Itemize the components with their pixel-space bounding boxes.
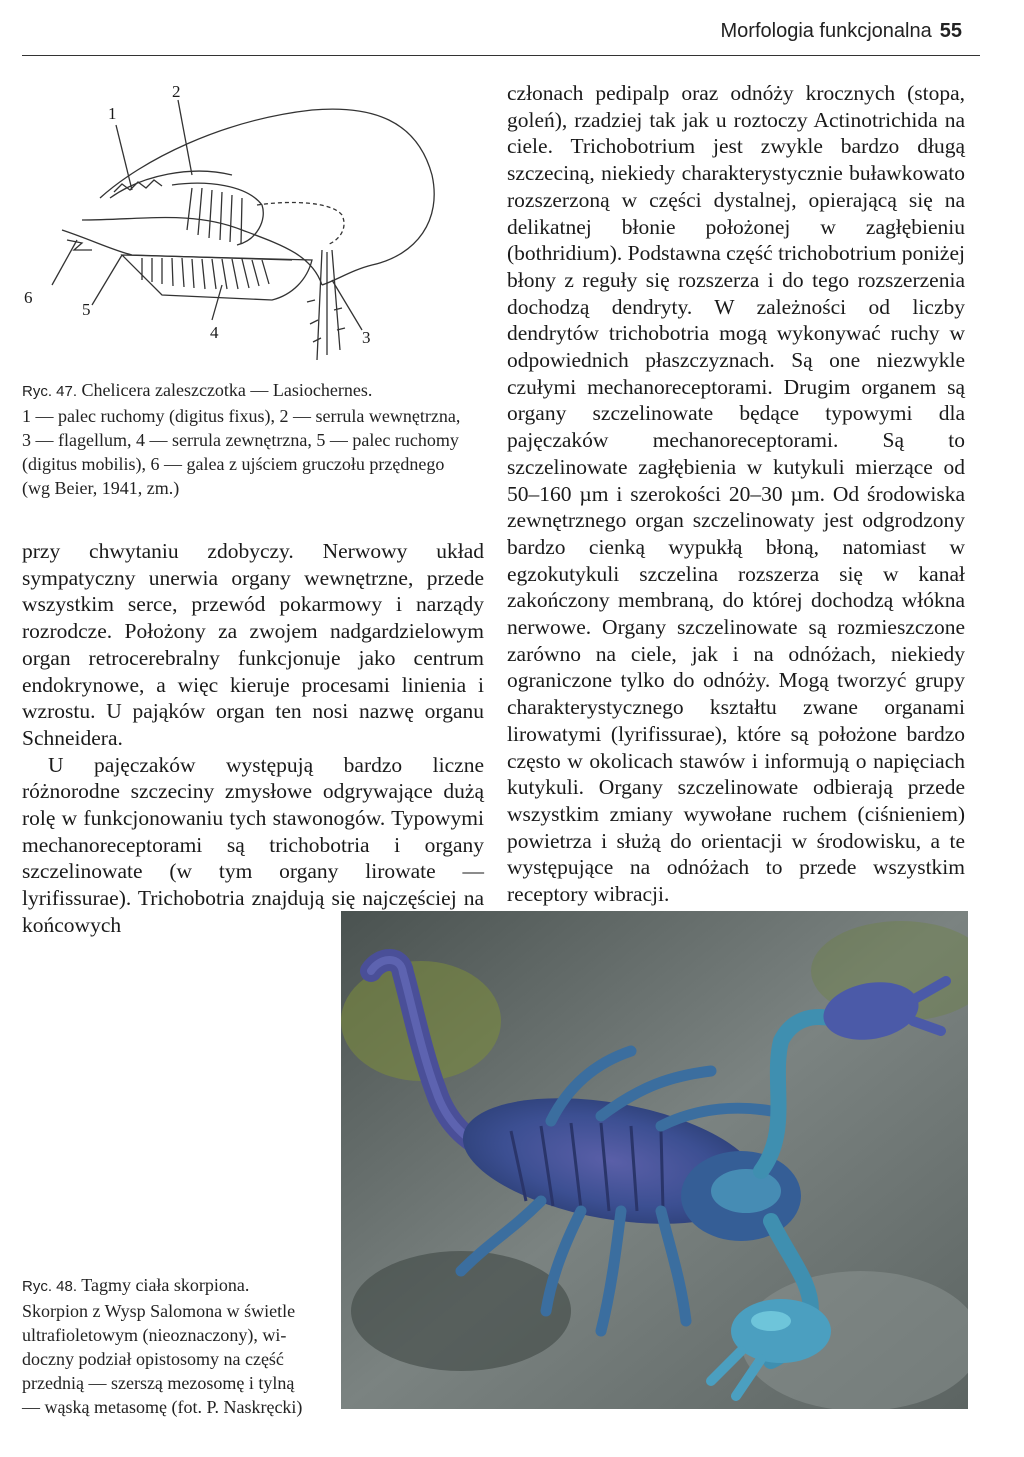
caption-line: (wg Beier, 1941, zm.) [22,478,180,498]
caption-line: (digitus mobilis), 6 — galea z ujściem gruczołu przędnego [22,454,445,474]
caption-line: 1 — palec ruchomy (digitus fixus), 2 — serrula wewnętrzna, [22,406,461,426]
paragraph: U pajęczaków występują bardzo liczne różnorodne szczeciny zmysłowe odgrywające dużą rolę w funkcjonowaniu tych stawonogów. Typowymi mechanoreceptorami są trichobotria i organy szczelinowate (w tym organy lirowate — lyrifissurae). Trichobotria znajdują się najczęściej na końcowych [22,752,484,937]
page-number: 55 [939,20,962,42]
caption-line: Chelicera zaleszczotka — Lasiochernes. [81,380,373,400]
caption-line: Skorpion z Wysp Salomona w świetle [22,1301,296,1321]
figure-number-1: 1 [108,104,117,123]
caption-line: Tagmy ciała skorpiona. [81,1275,250,1295]
left-column [22,538,484,939]
caption-line: 3 — flagellum, 4 — serrula zewnętrzna, 5 — palec ruchomy [22,430,459,450]
figure-number-2: 2 [172,82,181,101]
figure-47-label: Ryc. 47. [22,383,78,400]
chelicera-drawing [22,80,462,380]
caption-line: ultrafioletowym (nieoznaczony), wi- [22,1325,287,1345]
caption-line: doczny podział opistosomy na część [22,1349,284,1369]
figure-number-6: 6 [24,288,33,307]
right-column [507,80,965,961]
figure-48-label: Ryc. 48. [22,1278,78,1295]
figure-number-3: 3 [362,328,371,347]
figure-48-caption [22,1273,320,1419]
header-title: Morfologia funkcjonalna [720,20,932,42]
figure-number-5: 5 [82,300,91,319]
scorpion-photo [341,911,968,1409]
header-rule [22,55,980,56]
paragraph: członach pedipalp oraz odnóży krocznych (stopa, goleń), rzadziej tak jak u roztoczy Actinotrichida na ciele. Trichobotrium jest zwykle bardzo długą szczeciną, niekiedy charakterystycznie buławkowato rozszerzoną w części dystalnej, opierającą się na delikatnej błonie położonej w zagłębieniu (bothridium). Podstawna część trichobotrium poniżej błony z reguły się rozszerza i do tego rozszerzenia dochodzą dendryty. W zależności od liczby dendrytów trichobotria mogą wykonywać ruchy w odpowiednich płaszczyznach. Są one niezwykle czułymi mechanoreceptorami. Drugim organem są organy szczelinowate będące typowymi dla pajęczaków mechanoreceptorami. Są to szczelinowate zagłębienia w kutykuli mierzące od 50–160 µm i szerokości 20–30 µm. Od środowiska zewnętrznego organ szczelinowaty jest odgrodzony bardzo cienką wypukłą błoną, natomiast w egzokutykuli szczelina rozszerza się w kanał zakończony membraną, do której dochodzą włókna nerwowe. Organy szczelinowate są rozmieszczone zarówno na ciele, jak i na odnóżach, niekiedy ograniczone tylko do odnóży. Mogą tworzyć grupy charakterystycznego kształtu zwane organami lirowatymi (lyrifissurae), które są położone bardzo często w okolicach stawów i informują o napięciach kutykuli. Organy szczelinowate odbierają przede wszystkim zmiany wywołane ruchem (ciśnieniem) powietrza i służą do orientacji w środowisku, a te występujące na odnóżach to przede wszystkim receptory wibracji. [507,81,965,907]
caption-line: przednią — szerszą mezosomę i tylną [22,1373,295,1393]
figure-47-caption [22,378,482,500]
figure-number-4: 4 [210,323,219,342]
running-header [721,20,963,43]
caption-line: — wąską metasomę (fot. P. Naskręcki) [22,1397,303,1417]
paragraph: przy chwytaniu zdobyczy. Nerwowy układ sympatyczny unerwia organy wewnętrzne, przede wszystkim serce, przewód pokarmowy i narządy rozrodcze. Położony za zwojem nadgardzielowym organ retrocerebralny funkcjonuje jako centrum endokrynowe, a więc kieruje procesami linienia i wzrostu. U pająków organ ten nosi nazwę organu Schneidera. [22,539,484,750]
